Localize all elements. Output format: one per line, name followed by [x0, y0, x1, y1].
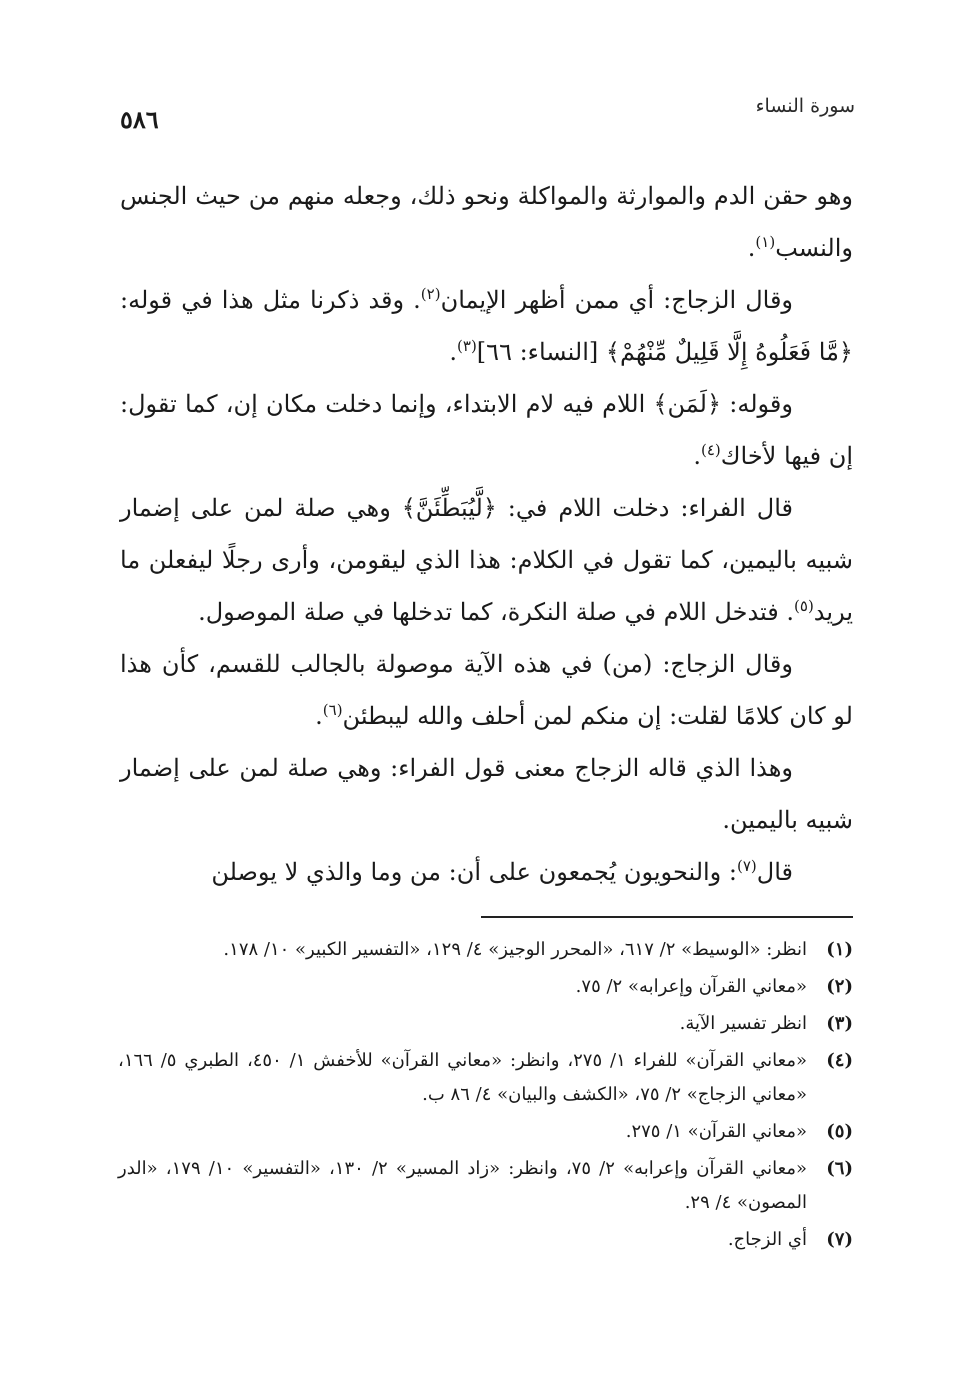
footnote: [118, 1152, 853, 1220]
footnote-number: (٤): [826, 1050, 853, 1071]
paragraph-text: .: [315, 702, 323, 730]
footnote-number: (١): [826, 939, 853, 960]
footnote-text: «معاني القرآن وإعرابه» ٢/ ٧٥، وانظر: «زاد المسير» ٢/ ١٣٠، «التفسير» ١٠/ ١٧٩، «الدر المصون» ٤/ ٢٩.: [118, 1158, 808, 1213]
footnote-text: «معاني القرآن وإعرابه» ٢/ ٧٥.: [575, 976, 807, 997]
footnote: [118, 1115, 853, 1149]
paragraph: [120, 170, 853, 274]
footnote-number: (٥): [826, 1121, 853, 1142]
footnote-ref: (١): [755, 233, 776, 251]
paragraph: [120, 274, 853, 378]
footnote-number: (٧): [826, 1229, 853, 1250]
paragraph-text: .: [747, 234, 756, 262]
paragraph-text: قال: [756, 858, 793, 886]
paragraph-text: . فتدخل اللام في صلة النكرة، كما تدخلها في صلة الموصول.: [198, 598, 795, 626]
footnote-ref: (٤): [700, 441, 721, 459]
paragraph: [120, 482, 853, 638]
paragraph-text: وقوله: ﴿لَمَن﴾ اللام فيه لام الابتداء، وإنما دخلت مكان إن، كما تقول: إن فيها لأخاك: [120, 390, 853, 470]
footnote-text: «معاني القرآن» ١/ ٢٧٥.: [625, 1121, 807, 1142]
footnote-number: (٢): [826, 976, 853, 997]
footnote-number: (٦): [826, 1158, 853, 1179]
paragraph-text: : والنحويون يُجمعون على أن: من وما والذي لا يوصلن: [211, 858, 737, 886]
paragraph: [120, 638, 853, 742]
footnote-ref: (٣): [457, 337, 477, 355]
footnote-divider: [481, 916, 853, 918]
footnote-ref: (٧): [736, 857, 757, 875]
footnote-ref: (٢): [420, 285, 441, 303]
footnote-number: (٣): [826, 1013, 853, 1034]
paragraph-text: .: [693, 442, 701, 470]
paragraph-text: وهذا الذي قاله الزجاج معنى قول الفراء: وهي صلة لمن على إضمار شبيه باليمين.: [120, 754, 853, 834]
paragraph-text: وهو حقن الدم والموارثة والمواكلة ونحو ذلك، وجعله منهم من حيث الجنس والنسب: [120, 182, 853, 262]
footnote: [118, 1223, 853, 1257]
running-title: سورة النساء: [755, 95, 855, 117]
paragraph: [120, 846, 853, 898]
paragraph: [120, 742, 853, 846]
footnote: [118, 933, 853, 967]
page-header: [120, 95, 855, 135]
footnote-text: «معاني القرآن» للفراء ١/ ٢٧٥، وانظر: «معاني القرآن» للأخفش ١/ ٤٥٠، الطبري ٥/ ١٦٦، «معاني الزجاج» ٢/ ٧٥، «الكشف والبيان» ٤/ ٨٦ ب.: [118, 1050, 807, 1105]
footnote-text: أي الزجاج.: [727, 1229, 807, 1250]
footnote-ref: (٦): [322, 701, 343, 719]
paragraph-text: وقال الزجاج: (من) في هذه الآية موصولة بالجالب للقسم، كأن هذا لو كان كلامًا لقلت: إن منكم لمن أحلف والله ليبطئن: [120, 650, 853, 730]
main-text: [120, 170, 853, 898]
footnote: [118, 1007, 853, 1041]
footnote: [118, 970, 853, 1004]
page-number: ٥٨٦: [120, 105, 159, 134]
paragraph-text: وقال الزجاج: أي ممن أظهر الإيمان: [440, 286, 794, 314]
paragraph-text: .: [449, 338, 458, 366]
footnote-ref: (٥): [794, 597, 814, 615]
paragraph-text: . وقد ذكرنا مثل هذا في قوله: ﴿مَّا فَعَلُوهُ إِلَّا قَلِيلٌ مِّنْهُمْ﴾ [النساء: ٦٦]: [120, 286, 853, 366]
paragraph-text: قال الفراء: دخلت اللام في: ﴿لَّيُبَطِّئَنَّ﴾ وهي صلة لمن على إضمار شبيه باليمين، كما تقول في الكلام: هذا الذي ليقومن، وأرى رجلًا ليفعلن ما يريد: [120, 494, 853, 626]
footnote: [118, 1044, 853, 1112]
footnotes: [118, 933, 853, 1260]
footnote-text: انظر: «الوسيط» ٢/ ٦١٧، «المحرر الوجيز» ٤/ ١٢٩، «التفسير الكبير» ١٠/ ١٧٨.: [223, 939, 807, 960]
footnote-text: انظر تفسير الآية.: [679, 1013, 807, 1034]
paragraph: [120, 378, 853, 482]
